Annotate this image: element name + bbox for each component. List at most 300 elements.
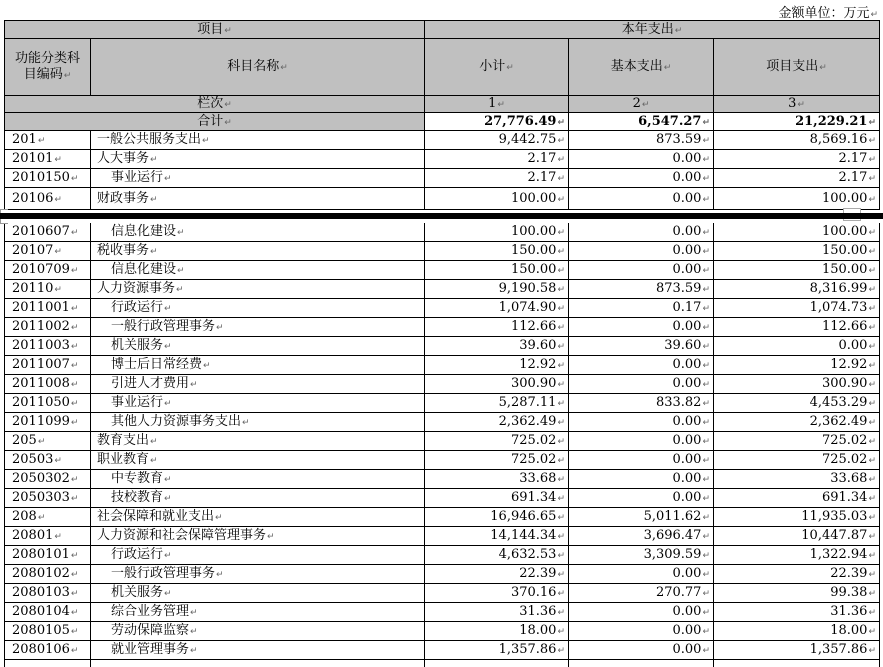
subtotal-value: 22.39 ↵ [519,566,565,581]
table-row [5,622,880,641]
subtotal-value: 2.17 ↵ [528,151,566,166]
subject-name: 机关服务 ↵ [111,585,172,600]
name-cell [91,451,425,470]
subtotal-cell [425,508,569,527]
project-cell [714,261,880,280]
subtotal-value: 1,074.90 ↵ [499,300,565,315]
subtotal-cell [425,565,569,584]
code-cell [5,660,91,667]
column-index-3: 3 ↵ [788,96,805,111]
table-row [5,527,880,546]
code-cell [5,413,91,432]
subject-code: 2011007 ↵ [12,357,78,372]
project-cell [714,470,880,489]
project-value: 150.00 ↵ [822,243,876,258]
basic-value: 0.00 ↵ [673,623,711,638]
project-cell [714,169,880,188]
code-cell [5,584,91,603]
subtotal-cell [425,242,569,261]
subject-name: 社会保障和就业支出 ↵ [97,509,223,524]
subtotal-value: 9,442.75 ↵ [499,132,565,147]
subtotal-value: 150.00 ↵ [511,262,565,277]
basic-cell [569,261,714,280]
code-cell [5,375,91,394]
basic-cell [569,337,714,356]
name-cell [91,131,425,150]
code-cell [5,169,91,188]
basic-value: 3,696.47 ↵ [644,528,710,543]
name-cell [91,261,425,280]
subtotal-cell [425,280,569,299]
project-value: 150.00 ↵ [822,262,876,277]
basic-cell [569,413,714,432]
table-page1-rows [5,131,880,210]
project-value: 725.02 ↵ [822,452,876,467]
subtotal-value: 12.92 ↵ [519,357,565,372]
subtotal-cell [425,641,569,660]
basic-cell [569,603,714,622]
subject-name: 综合业务管理 ↵ [111,604,198,619]
table-row [5,565,880,584]
column-index-1-cell [425,96,569,113]
subtotal-cell [425,584,569,603]
basic-cell [569,565,714,584]
budget-table-continued [4,223,880,667]
basic-cell [569,622,714,641]
header-code-label: 功能分类科目编码 ↵ [13,51,83,84]
subtotal-cell [425,337,569,356]
basic-cell [569,546,714,565]
project-value: 12.92 ↵ [830,357,876,372]
header-subject-name-cell [91,39,425,96]
name-cell [91,280,425,299]
subject-code: 20106 ↵ [12,191,62,206]
column-index-1: 1 ↵ [488,96,505,111]
project-value: 1,322.94 ↵ [810,547,876,562]
project-value: 11,935.03 ↵ [801,509,876,524]
project-cell [714,242,880,261]
table-row [5,188,880,210]
subject-name: 税收事务 ↵ [97,243,158,258]
header-project-exp-label: 项目支出 ↵ [766,58,827,77]
table-row [5,470,880,489]
basic-cell [569,242,714,261]
name-cell [91,337,425,356]
subtotal-cell [425,622,569,641]
project-value: 18.00 ↵ [830,623,876,638]
basic-value: 0.00 ↵ [673,414,711,429]
subtotal-value: 33.68 ↵ [519,471,565,486]
subject-code: 2080105 ↵ [12,623,78,638]
project-cell [714,546,880,565]
subtotal-value: 9,190.58 ↵ [499,281,565,296]
project-value: 8,316.99 ↵ [810,281,876,296]
subject-code: 20110 ↵ [12,281,62,296]
project-value: 1,074.73 ↵ [810,300,876,315]
subject-name: 引进人才费用 ↵ [111,376,198,391]
project-cell [714,356,880,375]
basic-cell [569,470,714,489]
header-code-cell [5,39,91,96]
name-cell [91,188,425,210]
subject-code: 2010150 ↵ [12,170,78,185]
project-cell [714,280,880,299]
name-cell [91,242,425,261]
project-value: 2,362.49 ↵ [810,414,876,429]
subtotal-value: 725.02 ↵ [511,452,565,467]
project-cell [714,432,880,451]
project-value: 0.00 ↵ [839,338,877,353]
subject-code: 2011099 ↵ [12,414,78,429]
subject-name: 职业教育 ↵ [97,452,158,467]
subject-name: 信息化建设 ↵ [111,224,185,239]
basic-cell [569,188,714,210]
basic-cell [569,223,714,242]
subject-code: 2011003 ↵ [12,338,78,353]
header-basic-label: 基本支出 ↵ [611,58,672,77]
basic-value: 0.00 ↵ [673,433,711,448]
header-subject-name-label: 科目名称 ↵ [227,58,288,77]
code-cell [5,337,91,356]
table-row [5,169,880,188]
subtotal-cell [425,603,569,622]
basic-cell [569,375,714,394]
project-cell [714,223,880,242]
code-cell [5,565,91,584]
subject-name: 劳动保障监察 ↵ [111,623,198,638]
subject-name: 人大事务 ↵ [97,151,158,166]
project-value: 8,569.16 ↵ [810,132,876,147]
subtotal-value: 18.00 ↵ [519,623,565,638]
header-row-columns [5,39,880,96]
name-cell [91,299,425,318]
subject-name: 人力资源和社会保障管理事务 ↵ [97,528,275,543]
subject-code: 2050303 ↵ [12,490,78,505]
subtotal-cell [425,470,569,489]
project-cell [714,337,880,356]
basic-value: 0.00 ↵ [673,642,711,657]
total-project-cell [714,113,880,131]
subject-code: 2080102 ↵ [12,566,78,581]
code-cell [5,622,91,641]
column-index-label: 栏次 ↵ [197,96,232,111]
basic-value: 0.00 ↵ [673,319,711,334]
subject-name: 其他人力资源事务支出 ↵ [111,414,250,429]
subtotal-value: 725.02 ↵ [511,433,565,448]
page-break-line [0,213,883,219]
table-row [5,318,880,337]
subject-code: 201 ↵ [12,132,45,147]
table-row-cutoff [5,660,880,667]
subtotal-cell [425,432,569,451]
code-cell [5,280,91,299]
subtotal-cell [425,318,569,337]
basic-cell [569,356,714,375]
table-row [5,603,880,622]
name-cell [91,603,425,622]
project-value: 1,357.86 ↵ [810,642,876,657]
table-row [5,337,880,356]
code-cell [5,508,91,527]
project-cell [714,451,880,470]
subject-name: 机关服务 ↵ [111,338,172,353]
subtotal-cell [425,660,569,667]
name-cell [91,584,425,603]
subtotal-cell [425,188,569,210]
basic-value: 0.00 ↵ [673,490,711,505]
project-cell [714,565,880,584]
subject-code: 2050302 ↵ [12,471,78,486]
subtotal-cell [425,394,569,413]
project-value: 300.90 ↵ [822,376,876,391]
name-cell [91,150,425,169]
basic-value: 0.00 ↵ [673,262,711,277]
table-row [5,150,880,169]
total-subtotal-value: 27,776.49 ↵ [484,114,565,129]
project-value: 99.38 ↵ [830,585,876,600]
subtotal-value: 39.60 ↵ [519,338,565,353]
header-subtotal-label: 小计 ↵ [479,58,514,77]
subtotal-value: 14,144.34 ↵ [490,528,565,543]
table-row [5,584,880,603]
project-cell [714,622,880,641]
project-value: 2.17 ↵ [839,151,877,166]
basic-value: 873.59 ↵ [656,281,710,296]
project-cell [714,375,880,394]
subtotal-cell [425,451,569,470]
subject-code: 2080101 ↵ [12,547,78,562]
project-cell [714,150,880,169]
project-cell [714,660,880,667]
subject-name: 技校教育 ↵ [111,490,172,505]
basic-value: 0.00 ↵ [673,151,711,166]
total-basic-value: 6,547.27 ↵ [638,114,710,129]
subject-code: 20101 ↵ [12,151,62,166]
column-index-row [5,96,880,113]
subtotal-cell [425,413,569,432]
subtotal-cell [425,375,569,394]
code-cell [5,603,91,622]
basic-cell [569,131,714,150]
code-cell [5,131,91,150]
subject-name: 教育支出 ↵ [97,433,158,448]
code-cell [5,223,91,242]
subject-name: 博士后日常经费 ↵ [111,357,211,372]
project-cell [714,527,880,546]
basic-value: 0.00 ↵ [673,604,711,619]
budget-table [4,20,880,210]
table-row [5,242,880,261]
subtotal-cell [425,299,569,318]
project-cell [714,318,880,337]
subtotal-cell [425,527,569,546]
subtotal-value: 2.17 ↵ [528,170,566,185]
subtotal-cell [425,131,569,150]
table-row [5,223,880,242]
code-cell [5,150,91,169]
code-cell [5,432,91,451]
subject-code: 2010607 ↵ [12,224,78,239]
table-row [5,641,880,660]
subtotal-value: 5,287.11 ↵ [499,395,565,410]
basic-cell [569,451,714,470]
basic-value: 5,011.62 ↵ [644,509,710,524]
subject-name: 一般公共服务支出 ↵ [97,132,210,147]
basic-value: 0.00 ↵ [673,566,711,581]
basic-value: 873.59 ↵ [656,132,710,147]
subject-name: 行政运行 ↵ [111,300,172,315]
table-row [5,432,880,451]
subject-code: 20801 ↵ [12,528,62,543]
project-cell [714,508,880,527]
subtotal-value: 4,632.53 ↵ [499,547,565,562]
basic-cell [569,318,714,337]
basic-cell [569,508,714,527]
table-row [5,394,880,413]
subject-code: 205 ↵ [12,433,45,448]
project-value: 10,447.87 ↵ [801,528,876,543]
subject-name: 事业运行 ↵ [111,395,172,410]
subject-code: 2011002 ↵ [12,319,78,334]
basic-value: 0.00 ↵ [673,452,711,467]
project-cell [714,131,880,150]
code-cell [5,261,91,280]
unit-label: 金额单位：万元 ↵ [778,2,878,21]
subtotal-cell [425,150,569,169]
header-project-cell [5,21,425,39]
basic-value: 0.00 ↵ [673,170,711,185]
code-cell [5,546,91,565]
subtotal-value: 150.00 ↵ [511,243,565,258]
subtotal-value: 1,357.86 ↵ [499,642,565,657]
basic-value: 0.00 ↵ [673,471,711,486]
basic-cell [569,584,714,603]
project-value: 691.34 ↵ [822,490,876,505]
table-row [5,299,880,318]
project-cell [714,603,880,622]
total-label-cell [5,113,425,131]
total-basic-cell [569,113,714,131]
header-current-year-cell [425,21,880,39]
table-row [5,413,880,432]
subtotal-cell [425,169,569,188]
table-row [5,356,880,375]
project-value: 22.39 ↵ [830,566,876,581]
subtotal-value: 31.36 ↵ [519,604,565,619]
name-cell [91,641,425,660]
subject-name: 财政事务 ↵ [97,191,158,206]
subject-code: 2011001 ↵ [12,300,78,315]
subject-code: 2080106 ↵ [12,642,78,657]
table-row [5,280,880,299]
subject-code: 2011008 ↵ [12,376,78,391]
project-value: 725.02 ↵ [822,433,876,448]
subtotal-value: 300.90 ↵ [511,376,565,391]
code-cell [5,641,91,660]
project-value: 112.66 ↵ [822,319,876,334]
subject-name: 一般行政管理事务 ↵ [111,566,224,581]
project-cell [714,299,880,318]
table-row [5,261,880,280]
header-basic-cell [569,39,714,96]
subject-code: 2080104 ↵ [12,604,78,619]
subtotal-cell [425,546,569,565]
basic-cell [569,169,714,188]
name-cell [91,432,425,451]
code-cell [5,356,91,375]
basic-cell [569,489,714,508]
subtotal-value: 16,946.65 ↵ [490,509,565,524]
name-cell [91,622,425,641]
name-cell [91,470,425,489]
name-cell [91,169,425,188]
project-cell [714,188,880,210]
name-cell [91,356,425,375]
basic-value: 0.00 ↵ [673,376,711,391]
basic-value: 270.77 ↵ [656,585,710,600]
name-cell [91,318,425,337]
basic-cell [569,660,714,667]
basic-value: 0.00 ↵ [673,357,711,372]
subject-name: 中专教育 ↵ [111,471,172,486]
basic-value: 0.17 ↵ [673,300,711,315]
project-value: 31.36 ↵ [830,604,876,619]
subject-name: 就业管理事务 ↵ [111,642,198,657]
subtotal-value: 370.16 ↵ [511,585,565,600]
subject-name: 人力资源事务 ↵ [97,281,184,296]
table-page2-rows [5,223,880,660]
table-row [5,508,880,527]
code-cell [5,242,91,261]
subject-name: 行政运行 ↵ [111,547,172,562]
project-cell [714,413,880,432]
name-cell [91,489,425,508]
name-cell [91,223,425,242]
name-cell [91,375,425,394]
name-cell [91,546,425,565]
header-row-groups [5,21,880,39]
subject-name: 信息化建设 ↵ [111,262,185,277]
table-row [5,451,880,470]
code-cell [5,451,91,470]
name-cell [91,527,425,546]
basic-value: 3,309.59 ↵ [644,547,710,562]
subject-code: 2010709 ↵ [12,262,78,277]
basic-cell [569,150,714,169]
subtotal-value: 100.00 ↵ [511,191,565,206]
project-value: 4,453.29 ↵ [810,395,876,410]
total-label: 合计 ↵ [197,114,232,129]
basic-value: 833.82 ↵ [656,395,710,410]
column-index-2: 2 ↵ [633,96,650,111]
code-cell [5,188,91,210]
subtotal-value: 112.66 ↵ [511,319,565,334]
project-value: 2.17 ↵ [839,170,877,185]
subtotal-cell [425,356,569,375]
code-cell [5,394,91,413]
basic-value: 0.00 ↵ [673,224,711,239]
basic-cell [569,641,714,660]
total-subtotal-cell [425,113,569,131]
subtotal-value: 691.34 ↵ [511,490,565,505]
table-row [5,489,880,508]
code-cell [5,470,91,489]
project-value: 100.00 ↵ [822,224,876,239]
subtotal-value: 2,362.49 ↵ [499,414,565,429]
header-subtotal-cell [425,39,569,96]
code-cell [5,318,91,337]
name-cell [91,508,425,527]
